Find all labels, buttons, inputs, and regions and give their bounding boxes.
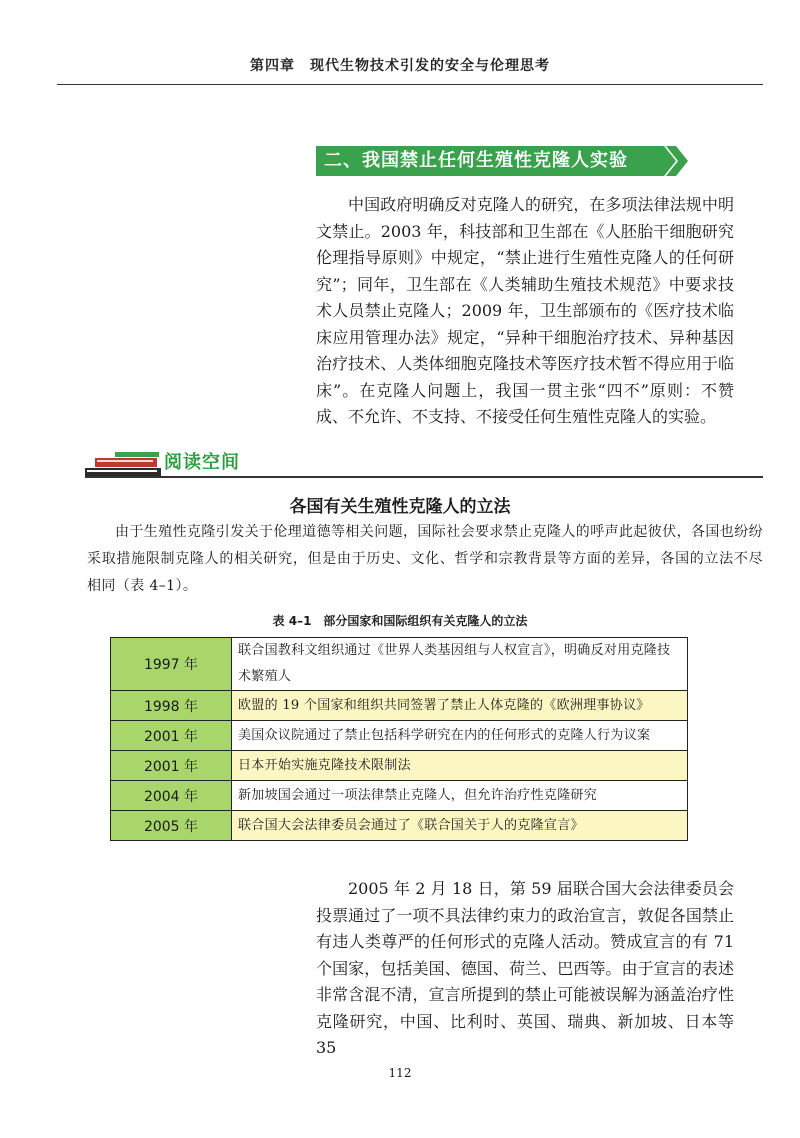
- reading-space-label: 阅读空间: [164, 452, 240, 473]
- description-cell: 美国众议院通过了禁止包括科学研究在内的任何形式的克隆人行为议案: [232, 721, 688, 751]
- table-row: [111, 751, 688, 781]
- year-cell: 2001 年: [111, 751, 232, 781]
- page-number: 112: [388, 1066, 412, 1080]
- section-paragraph: 中国政府明确反对克隆人的研究，在多项法律法规中明文禁止。2003 年，科技部和卫生部在《人胚胎干细胞研究伦理指导原则》中规定，“禁止进行生殖性克隆人的任何研究”；同年，卫生部在《人类辅助生殖技术规范》中要求技术人员禁止克隆人；2009 年，卫生部颁布的《医疗技术临床应用管理办法》规定，“异种干细胞治疗技术、异种基因治疗技术、人类体细胞克隆技术等医疗技术暂不得应用于临床”。在克隆人问题上，我国一贯主张“四不”原则：不赞成、不允许、不支持、不接受任何生殖性克隆人的实验。: [316, 195, 734, 426]
- continuation-paragraph: 2005 年 2 月 18 日，第 59 届联合国大会法律委员会投票通过了一项不具法律约束力的政治宣言，敦促各国禁止有违人类尊严的任何形式的克隆人活动。赞成宣言的有 71 个国家，包括美国、德国、荷兰、巴西等。由于宣言的表述非常含混不清，宣言所提到的禁止可能被误解为涵盖治疗性克隆研究，中国、比利时、英国、瑞典、新加坡、日本等 35: [316, 879, 734, 1057]
- reading-heading: 各国有关生殖性克隆人的立法: [289, 497, 511, 517]
- stacked-books-icon: [85, 452, 161, 478]
- table-row: [111, 781, 688, 811]
- table-caption: 表 4–1 部分国家和国际组织有关克隆人的立法: [272, 614, 528, 628]
- year-cell: 2001 年: [111, 721, 232, 751]
- description-cell: 日本开始实施克隆技术限制法: [232, 751, 688, 781]
- table-row: [111, 721, 688, 751]
- description-cell: 欧盟的 19 个国家和组织共同签署了禁止人体克隆的《欧洲理事协议》: [232, 691, 688, 721]
- year-cell: 1997 年: [111, 638, 232, 691]
- year-cell: 1998 年: [111, 691, 232, 721]
- description-cell: 新加坡国会通过一项法律禁止克隆人，但允许治疗性克隆研究: [232, 781, 688, 811]
- section-title-banner: 二、我国禁止任何生殖性克隆人实验: [316, 146, 664, 176]
- chapter-header-title: 第四章 现代生物技术引发的安全与伦理思考: [250, 58, 550, 74]
- description-cell: 联合国大会法律委员会通过了《联合国关于人的克隆宣言》: [232, 811, 688, 841]
- double-chevron-right-icon: [650, 144, 690, 178]
- table-row: [111, 691, 688, 721]
- table-row: [111, 811, 688, 841]
- year-cell: 2004 年: [111, 781, 232, 811]
- description-cell: 联合国教科文组织通过《世界人类基因组与人权宣言》，明确反对用克隆技术繁殖人: [232, 638, 688, 691]
- reading-body-paragraph: 由于生殖性克隆引发关于伦理道德等相关问题，国际社会要求禁止克隆人的呼声此起彼伏，各国也纷纷采取措施限制克隆人的相关研究，但是由于历史、文化、哲学和宗教背景等方面的差异，各国的立法不尽相同（表 4–1）。: [87, 524, 763, 594]
- legislation-table: [110, 637, 688, 841]
- table-row: [111, 638, 688, 691]
- year-cell: 2005 年: [111, 811, 232, 841]
- header-divider: [57, 84, 763, 85]
- reading-divider: [85, 476, 763, 478]
